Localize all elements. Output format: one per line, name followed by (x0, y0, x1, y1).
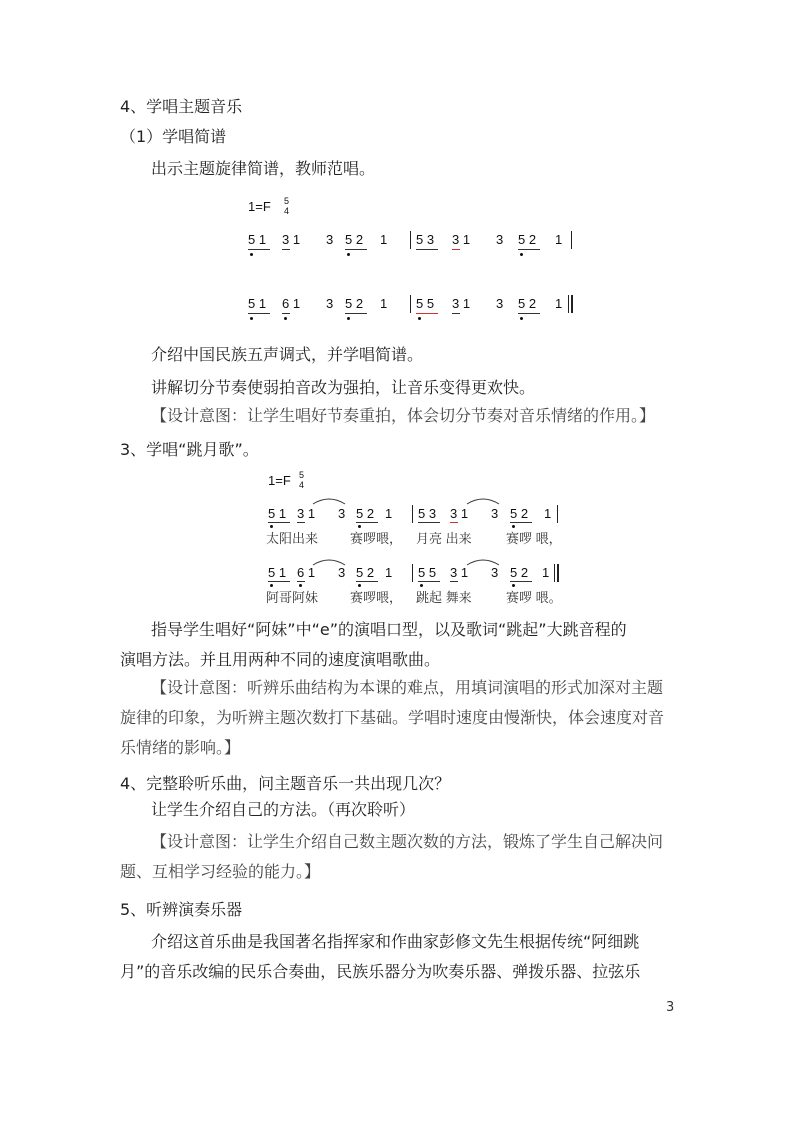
paragraph-pentatonic: 介绍中国民族五声调式，并学唱简谱。 (151, 345, 424, 364)
paragraph-piece-1: 介绍这首乐曲是我国著名指挥家和作曲家彭修文先生根据传统“阿细跳 (151, 932, 640, 951)
score2-r1-n4: 5 2 (356, 506, 375, 521)
score2-r2-n2: 6 1 (297, 565, 316, 580)
score1-r2-n2: 6 1 (282, 296, 301, 311)
score2-r1-n1: 5 1 (268, 506, 287, 521)
score1-r1-n8: 3 (496, 232, 504, 247)
lyric1-a: 太阳出来 (266, 531, 319, 546)
score2-r1-n2: 3 1 (297, 506, 316, 521)
score2-r1-n8: 3 (491, 506, 499, 521)
score1-r2-n4: 5 2 (345, 296, 364, 311)
score2-r2-n1: 5 1 (268, 565, 287, 580)
score2-r2-n5: 1 (385, 565, 393, 580)
paragraph-piece-2: 月”的音乐改编的民乐合奏曲，民族乐器分为吹奏乐器、弹拨乐器、拉弦乐 (120, 962, 641, 981)
score2-r1-n10: 1 (544, 506, 552, 521)
score2-r1-n7: 3 1 (450, 506, 469, 521)
score1-r1-n3: 3 (326, 232, 334, 247)
score1-r1-n2: 3 1 (282, 232, 301, 247)
lyric2-a: 阿哥阿妹 (266, 590, 319, 605)
design-intent-2b: 旋律的印象，为听辨主题次数打下基础。学唱时速度由慢渐快，体会速度对音 (120, 708, 665, 727)
design-intent-2c: 乐情绪的影响。】 (120, 738, 241, 757)
design-intent-2a: 【设计意图：听辨乐曲结构为本课的难点，用填词演唱的形式加深对主题 (151, 678, 664, 697)
score1-r1-n9: 5 2 (518, 232, 537, 247)
score1-key: 1=F (248, 199, 271, 214)
page-number: 3 (666, 1000, 675, 1015)
score1-r1-n6: 5 3 (416, 232, 435, 247)
score1-r2-n8: 3 (496, 296, 504, 311)
score1-r2-n6: 5 5 (416, 296, 435, 311)
lyric1-b: 赛啰喂， (350, 531, 403, 546)
intro-text: 出示主题旋律简谱，教师范唱。 (151, 159, 376, 178)
paragraph-guide-1: 指导学生唱好“阿妹”中“e”的演唱口型，以及歌词“跳起”大跳音程的 (151, 620, 627, 639)
heading-listen-full: 4、完整聆听乐曲，问主题音乐一共出现几次？ (120, 774, 451, 793)
lyric2-b: 赛啰喂， (350, 590, 403, 605)
score2-key: 1=F (268, 473, 291, 488)
score2-r2-n7: 3 1 (450, 565, 469, 580)
score1-r1-n7: 3 1 (452, 232, 471, 247)
score1-r2-n3: 3 (326, 296, 334, 311)
lyric2-d: 赛啰 喂。 (506, 590, 562, 605)
score2-r1-n5: 1 (385, 506, 393, 521)
score1-time-bottom: 4 (284, 206, 290, 216)
score2-time-bottom: 4 (299, 480, 305, 490)
score2-r2-n6: 5 5 (418, 565, 437, 580)
score2-r1-n3: 3 (338, 506, 346, 521)
lyric1-c: 月亮 出来 (416, 531, 472, 546)
heading-instruments: 5、听辨演奏乐器 (120, 900, 243, 919)
score2-r1-n9: 5 2 (510, 506, 529, 521)
score2-r2-n9: 5 2 (510, 565, 529, 580)
lyric2-c: 跳起 舞来 (416, 590, 472, 605)
design-intent-3b: 题、互相学习经验的能力。】 (120, 862, 321, 881)
score1-time-top: 5 (284, 196, 290, 206)
paragraph-syncopation: 讲解切分节奏使弱拍音改为强拍，让音乐变得更欢快。 (151, 378, 536, 397)
score1-r1-n10: 1 (555, 232, 563, 247)
score1-r2-n7: 3 1 (452, 296, 471, 311)
lyric1-d: 赛啰 喂， (506, 531, 562, 546)
heading-learn-theme: 4、学唱主题音乐 (120, 97, 243, 116)
score2-r2-n3: 3 (338, 565, 346, 580)
score2-r2-n4: 5 2 (356, 565, 375, 580)
score1-r1-n1: 5 1 (248, 232, 267, 247)
paragraph-guide-2: 演唱方法。并且用两种不同的速度演唱歌曲。 (120, 650, 441, 669)
score2-time-top: 5 (299, 470, 305, 480)
heading-tiaoyuege: 3、学唱“跳月歌”。 (120, 440, 259, 459)
design-intent-1: 【设计意图：让学生唱好节奏重拍，体会切分节奏对音乐情绪的作用。】 (151, 406, 656, 425)
score1-r1-n4: 5 2 (345, 232, 364, 247)
paragraph-method: 让学生介绍自己的方法。（再次聆听） (151, 800, 416, 819)
score2-r2-n10: 1 (542, 565, 550, 580)
score1-r1-n5: 1 (380, 232, 388, 247)
design-intent-3a: 【设计意图：让学生介绍自己数主题次数的方法，锻炼了学生自己解决问 (151, 832, 664, 851)
score1-r2-n5: 1 (380, 296, 388, 311)
subheading-learn-notation: （1）学唱简谱 (120, 127, 227, 146)
score1-r2-n9: 5 2 (518, 296, 537, 311)
score2-r2-n8: 3 (491, 565, 499, 580)
score1-r2-n1: 5 1 (248, 296, 267, 311)
score2-r1-n6: 5 3 (418, 506, 437, 521)
score1-r2-n10: 1 (555, 296, 563, 311)
